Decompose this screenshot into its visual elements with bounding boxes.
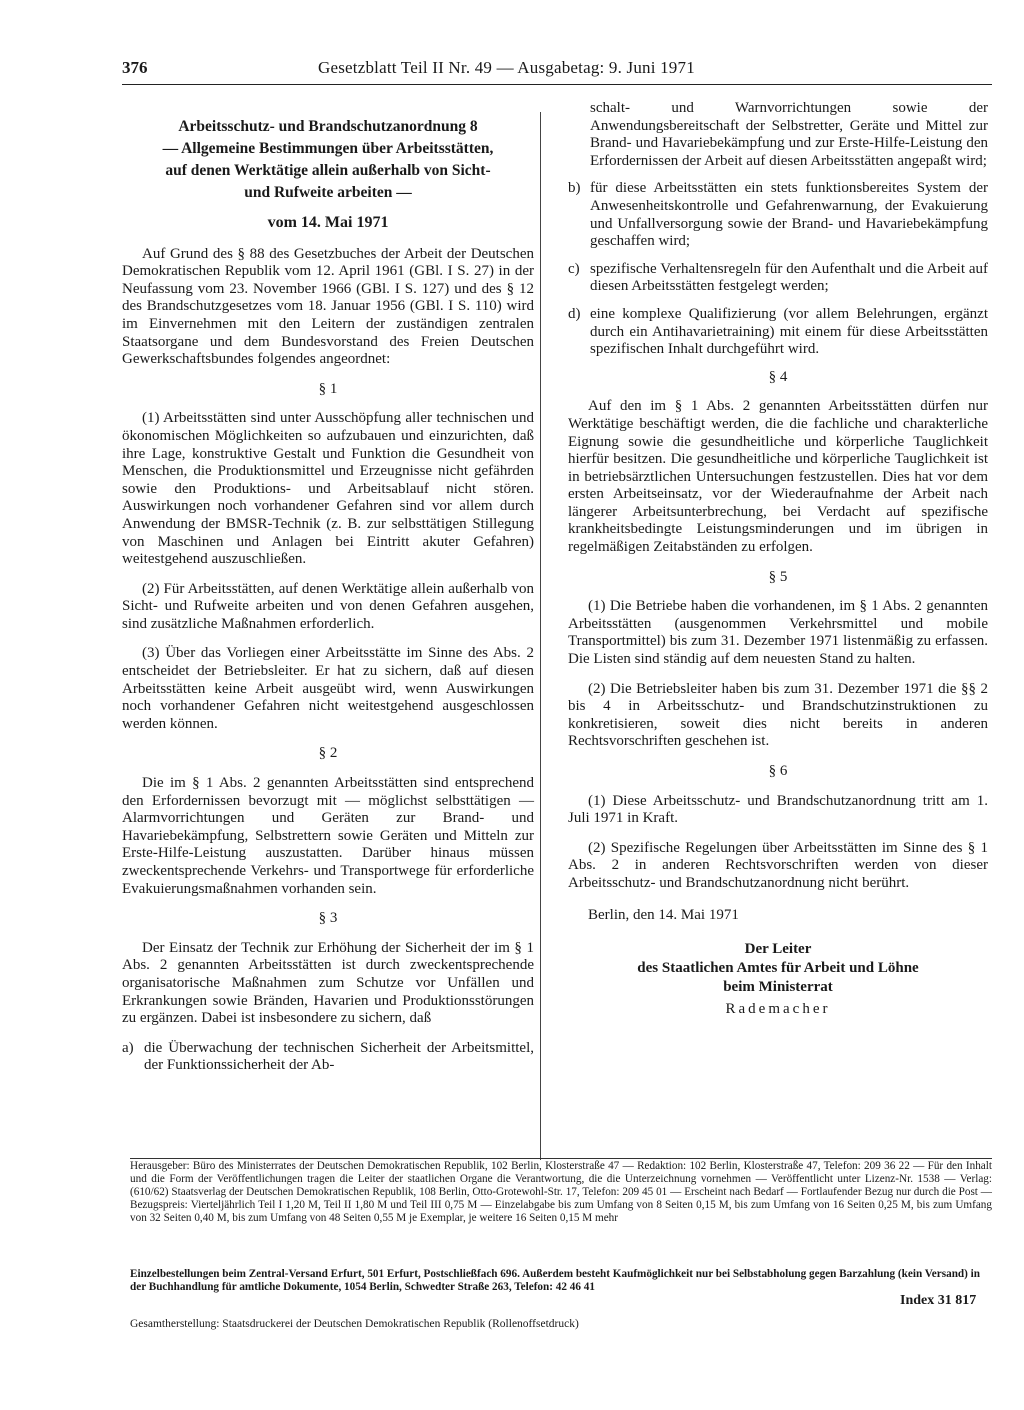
- preamble: Auf Grund des § 88 des Gesetzbuches der Arbeit der Deutschen Demokratischen Republik vom 12. April 1961 (GBl. I S. 27) in der Neufassung vom 23. November 1966 (GBl. I S. 127) und des § 12 des Brandschutzgesetzes vom 18. Januar 1956 (GBl. I S. 110) wird im Einvernehmen mit den Leitern der zuständigen zentralen Staatsorgane und dem Bundesvorstand des Freien Deutschen Gewerkschaftsbundes folgendes angeordnet:: [122, 245, 534, 368]
- list-item-a: [122, 1040, 534, 1075]
- paragraph: (1) Diese Arbeitsschutz- und Brandschutzanordnung tritt am 1. Juli 1971 in Kraft.: [568, 792, 988, 827]
- signatory-block: [568, 940, 988, 997]
- list-label: b): [568, 180, 581, 197]
- section-heading-2: § 2: [318, 745, 338, 762]
- list-label: a): [122, 1039, 134, 1056]
- list-item-a-continued: [568, 100, 988, 170]
- running-head: Gesetzblatt Teil II Nr. 49 — Ausgabetag: 9. Juni 1971: [318, 58, 695, 77]
- list-text: die Überwachung der technischen Sicherheit der Arbeitsmittel, der Funktionssicherheit der Ab-: [144, 1039, 534, 1074]
- list-text: eine komplexe Qualifizierung (vor allem Belehrungen, ergänzt durch ein Antihavarietraining) mit einem für diese Arbeitsstätten spezifischen Inhalt durchgeführt wird.: [590, 305, 988, 358]
- paragraph: (3) Über das Vorliegen einer Arbeitsstätte im Sinne des Abs. 2 entscheidet der Betriebsleiter. Er hat zu sichern, daß auf diesen Arbeitsstätten keine Arbeit ausgeübt wird, wenn Auswirkungen noch vorhandener Gefahren nicht weitestgehend ausgeschlossen werden können.: [122, 645, 534, 732]
- imprint: Herausgeber: Büro des Ministerrates der Deutschen Demokratischen Republik, 102 Berlin, Klosterstraße 47 — Redaktion: 102 Berlin, Klosterstraße 47, Telefon: 209 36 22 — Für den Inhalt und die Form der Veröffentlichungen tragen die Leiter der staatlichen Organe die Verantwortung, die die Unterzeichnung vornehmen — Veröffentlicht unter Lizenz-Nr. 1538 — Verlag: (610/62) Staatsverlag der Deutschen Demokratischen Republik, 108 Berlin, Otto-Grotewohl-Str. 17, Telefon: 209 45 01 — Erscheint nach Bedarf — Fortlaufender Bezug nur durch die Post — Bezugspreis: Vierteljährlich Teil I 1,20 M, Teil II 1,80 M und Teil III 0,75 M — Einzelabgabe bis zum Umfang von 8 Seiten 0,15 M, bis zum Umfang von 16 Seiten 0,25 M, bis zum Umfang von 32 Seiten 0,40 M, bis zum Umfang von 48 Seiten 0,55 M je Exemplar, je weitere 16 Seiten 0,15 M mehr: [130, 1160, 992, 1224]
- paragraph: (2) Für Arbeitsstätten, auf denen Werktätige allein außerhalb von Sicht- und Rufweite arbeiten und von denen Gefahren ausgehen, sind zusätzliche Maßnahmen erforderlich.: [122, 580, 534, 632]
- signatory-line: Der Leiter: [744, 941, 812, 958]
- section-heading-4: § 4: [768, 368, 788, 385]
- column-divider: [540, 112, 541, 1160]
- left-column: [122, 116, 534, 1079]
- paragraph: (2) Spezifische Regelungen über Arbeitsstätten im Sinne des § 1 Abs. 2 in anderen Rechtsvorschriften werden von dieser Arbeitsschutz- und Brandschutzanordnung nicht berührt.: [568, 839, 988, 891]
- list-item-d: [568, 306, 988, 359]
- section-heading-3: § 3: [318, 910, 338, 927]
- header-rule: [122, 84, 992, 85]
- paragraph: (1) Arbeitsstätten sind unter Ausschöpfung aller technischen und ökonomischen Möglichkeiten so aufzubauen und einzurichten, daß ihre Lage, konstruktive Gestalt und Funktion die Gesundheit von Menschen, die Produktionsmittel und Erzeugnisse nicht gefährden sowie den Produktions- und Arbeitsablauf nicht stören. Auswirkungen noch vorhandener Gefahren sind vor allem durch Anwendung der BMSR-Technik (z. B. zur selbsttätigen Stillegung von Maschinen und Anlagen bei Eintritt akuter Gefahren) weitestgehend auszuschließen.: [122, 410, 534, 568]
- paragraph: (2) Die Betriebsleiter haben bis zum 31. Dezember 1971 die §§ 2 bis 4 in Arbeitsschutz- und Brandschutzinstruktionen zu konkretisieren, soweit dies nicht bereits in anderen Rechtsvorschriften geschehen ist.: [568, 680, 988, 750]
- document-date: vom 14. Mai 1971: [267, 214, 389, 231]
- section-heading-1: § 1: [318, 380, 338, 397]
- paragraph: Die im § 1 Abs. 2 genannten Arbeitsstätten sind entsprechend den Erfordernissen bevorzugt mit — möglichst selbsttätigen — Alarmvorrichtungen und Geräten zur Brand- und Havariebekämpfung, Selbstrettern sowie Geräten und Mitteln zur Erste-Hilfe-Leistung auszustatten. Darüber hinaus müssen zweckentsprechende Verkehrs- und Transportwege für erforderliche Evakuierungsmaßnahmen vorhanden sein.: [122, 775, 534, 897]
- paragraph: Auf den im § 1 Abs. 2 genannten Arbeitsstätten dürfen nur Werktätige beschäftigt werden, die die fachliche und charakterliche Eignung sowie die gesundheitliche und körperliche Tauglichkeit hierfür besitzen. Die gesundheitliche und körperliche Tauglichkeit ist in betriebsärztlichen Untersuchungen festzustellen. Dies hat vor dem ersten Arbeitseinsatz, vor der Wiederaufnahme der Arbeit nach längerer Arbeitsunterbrechung, bei Verdacht auf spezifische krankheitsbedingte Leistungsminderungen und im übrigen in regelmäßigen Zeitabständen zu erfolgen.: [568, 398, 988, 556]
- section-heading-5: § 5: [768, 568, 788, 585]
- list-label: d): [568, 305, 581, 322]
- place-and-date: Berlin, den 14. Mai 1971: [588, 906, 739, 923]
- signatory-name: Rademacher: [725, 1001, 831, 1018]
- list-item-b: [568, 180, 988, 250]
- paragraph: (1) Die Betriebe haben die vorhandenen, im § 1 Abs. 2 genannten Arbeitsstätten (ausgenommen Verkehrsmittel und mobile Transportmittel) bis zum 31. Dezember 1971 listenmäßig zu erfassen. Die Listen sind ständig auf dem neuesten Stand zu halten.: [568, 598, 988, 668]
- right-column: [568, 100, 988, 1019]
- title-line: auf denen Werktätige allein außerhalb von Sicht-: [165, 162, 491, 179]
- list-text: für diese Arbeitsstätten ein stets funktionsbereites System der Anwesenheitskontrolle und Gefahrenwarnung, der Evakuierung und Unfallversorgung sowie der Brand- und Havariebekämpfung geschaffen wird;: [590, 180, 988, 250]
- signatory-line: des Staatlichen Amtes für Arbeit und Löhne: [637, 960, 919, 977]
- section-heading-6: § 6: [768, 763, 788, 779]
- page-number: 376: [122, 58, 148, 77]
- list-text: spezifische Verhaltensregeln für den Aufenthalt und die Arbeit auf diesen Arbeitsstätten festgelegt werden;: [590, 260, 988, 295]
- list-item-c: [568, 261, 988, 296]
- title-line: und Rufweite arbeiten —: [244, 184, 412, 201]
- signatory-line: beim Ministerrat: [723, 979, 833, 996]
- list-text: schalt- und Warnvorrichtungen sowie der Anwendungsbereitschaft der Selbstretter, Geräte und Mittel zur Brand- und Havariebekämpfung und zur Erste-Hilfe-Leistung den Erfordernissen der Arbeit auf diesen Arbeitsstätten angepaßt wird;: [590, 100, 988, 169]
- printer-credit: Gesamtherstellung: Staatsdruckerei der Deutschen Demokratischen Republik (Rollenoffsetdruck): [130, 1318, 579, 1330]
- paragraph: Der Einsatz der Technik zur Erhöhung der Sicherheit der im § 1 Abs. 2 genannten Arbeitsstätten ist durch zweckentsprechende organisatorische Maßnahmen zum Schutze vor Unfällen und Erkrankungen sowie Bränden, Havarien und Produktionsstörungen zu ergänzen. Dabei ist insbesondere zu sichern, daß: [122, 939, 534, 1027]
- order-info: Einzelbestellungen beim Zentral-Versand Erfurt, 501 Erfurt, Postschließfach 696. Außerdem besteht Kaufmöglichkeit nur bei Selbstabholung gegen Barzahlung (kein Versand) in der Buchhandlung für amtliche Dokumente, 1054 Berlin, Schwedter Straße 263, Telefon: 42 46 41: [130, 1268, 980, 1293]
- document-title: [122, 116, 534, 204]
- index-number: Index 31 817: [900, 1293, 977, 1308]
- list-label: [568, 100, 590, 170]
- title-line: Arbeitsschutz- und Brandschutzanordnung 8: [178, 118, 478, 135]
- footer-rule: [130, 1158, 992, 1159]
- title-line: — Allgemeine Bestimmungen über Arbeitsstätten,: [162, 140, 494, 157]
- list-label: c): [568, 260, 580, 277]
